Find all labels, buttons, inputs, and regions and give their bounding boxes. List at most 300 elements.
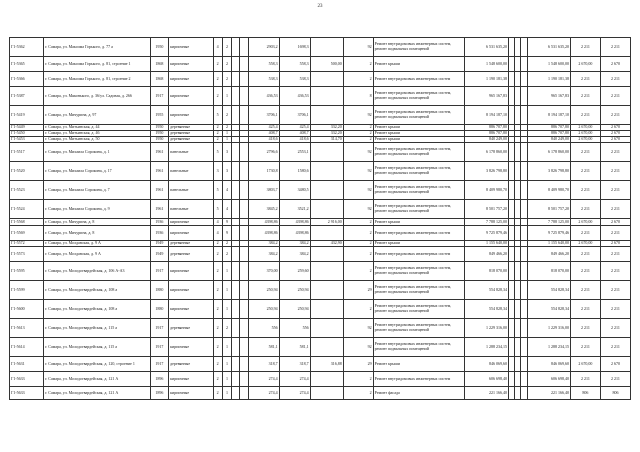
cell-living-area: 556 (279, 319, 310, 338)
cell-year-built: 1961 (150, 200, 169, 219)
cell-entrances: 1 (222, 131, 231, 137)
cell-total-area: 370,00 (248, 262, 279, 281)
cell-total-area: 250,94 (248, 281, 279, 300)
cell-address: г. Самара, ул. Молодогвардейская, д. 106 А-А3 (44, 262, 150, 281)
cell-work-type: Ремонт внутридомовых инженерных систем, ремонт подвальных помещений (373, 281, 464, 300)
cell-row-id: Г1-5573 (10, 247, 44, 262)
cell-total-area: 274,4 (248, 372, 279, 387)
cell-entrances: 3 (222, 143, 231, 162)
cell-unit-cost-limit: 2 211 (600, 247, 630, 262)
cell-year-built: 1949 (150, 241, 169, 247)
cell-unit-cost-limit: 2 211 (600, 372, 630, 387)
cell-cost: 554 828,34 (464, 281, 508, 300)
cell-roof-area: 432,90 (310, 241, 343, 247)
cell-floors: 5 (213, 200, 222, 219)
table-row (10, 247, 631, 262)
cell-living-area: 1698,3 (279, 38, 310, 57)
cell-year-built: 1961 (150, 162, 169, 181)
cell-work-type: Ремонт внутридомовых инженерных систем, ремонт подвальных помещений (373, 162, 464, 181)
cell-unit-cost: 2 211 (570, 262, 600, 281)
cell-entrances: 2 (222, 125, 231, 131)
cell-year-built: 1961 (150, 143, 169, 162)
cell-address: г. Самара, ул. Михаила Сорокина, д. 1 (44, 143, 150, 162)
register-table (9, 37, 631, 400)
cell-cost: 3 826 798,80 (464, 162, 508, 181)
cell-c6 (232, 262, 240, 281)
cell-total-area: 436,53 (248, 87, 279, 106)
cell-unit-cost-limit: 2 211 (600, 300, 630, 319)
cell-c7 (240, 372, 248, 387)
cell-cost-total: 1 288 234,15 (527, 338, 570, 357)
cell-unit-cost-limit: 2 211 (600, 72, 630, 87)
cell-row-id: Г1-5568 (10, 219, 44, 226)
cell-cost-total: 886 707,80 (527, 131, 570, 137)
cell-floors: 5 (213, 106, 222, 125)
cell-c7 (240, 181, 248, 200)
cell-cost-total: 7 788 125,00 (527, 219, 570, 226)
cell-roof-area (310, 38, 343, 57)
cell-cost: 8 501 757,20 (464, 200, 508, 219)
cell-cost: 8 409 980,70 (464, 181, 508, 200)
cell-address: г. Самара, ул. Молодогвардейская, д. 115 а (44, 338, 150, 357)
cell-c7 (240, 300, 248, 319)
cell-living-area: 384,2 (279, 241, 310, 247)
cell-unit-cost: 806 (570, 387, 600, 400)
cell-year-built: 1917 (150, 262, 169, 281)
table-row (10, 87, 631, 106)
cell-row-id: Г1-5366 (10, 72, 44, 87)
cell-cost: 849 466,20 (464, 247, 508, 262)
cell-floors: 2 (213, 387, 222, 400)
cell-unit-cost: 2 211 (570, 281, 600, 300)
cell-row-id: Г1-5633 (10, 387, 44, 400)
cell-unit-cost-limit: 2 211 (600, 262, 630, 281)
cell-total-area: 1730,8 (248, 162, 279, 181)
cell-work-type: Ремонт крыши (373, 57, 464, 72)
cell-work-type: Ремонт внутридомовых инженерных систем, ремонт подвальных помещений (373, 300, 464, 319)
cell-wall-material: деревянные (169, 131, 213, 137)
cell-row-id: Г1-5523 (10, 181, 44, 200)
cell-living-area: 558,3 (279, 57, 310, 72)
cell-unit-cost: 2 211 (570, 319, 600, 338)
cell-year-built: 1868 (150, 57, 169, 72)
cell-unit-cost-limit: 2 211 (600, 106, 630, 125)
cell-residents: 8 (343, 87, 373, 106)
cell-c7 (240, 226, 248, 241)
cell-residents: 2 (343, 125, 373, 131)
cell-cost-total: 1 548 600,00 (527, 57, 570, 72)
cell-total-area: 274,4 (248, 387, 279, 400)
cell-wall-material: панельные (169, 162, 213, 181)
cell-work-type: Ремонт внутридомовых инженерных систем, ремонт подвальных помещений (373, 87, 464, 106)
cell-residents: 2 (343, 72, 373, 87)
cell-roof-area: 332,20 (310, 131, 343, 137)
cell-floors: 5 (213, 143, 222, 162)
cell-year-built: 1950 (150, 137, 169, 143)
cell-wall-material: деревянные (169, 357, 213, 372)
cell-total-area: 3706,1 (248, 106, 279, 125)
cell-work-type: Ремонт внутридомовых инженерных систем (373, 247, 464, 262)
cell-cost-total: 846 069,60 (527, 357, 570, 372)
cell-living-area: 1580,6 (279, 162, 310, 181)
cell-c6 (232, 338, 240, 357)
cell-living-area: 2553,1 (279, 143, 310, 162)
cell-living-area: 3706,1 (279, 106, 310, 125)
cell-living-area: 4398,86 (279, 226, 310, 241)
cell-roof-area: 314,70 (310, 137, 343, 143)
table-row (10, 219, 631, 226)
cell-row-id: Г1-5362 (10, 38, 44, 57)
cell-c6 (232, 357, 240, 372)
cell-address: г. Самара, ул. Молодогвардейская, д. 121 А (44, 387, 150, 400)
cell-living-area: 3480,5 (279, 181, 310, 200)
cell-address: г. Самара, ул. Митьинская, д. 50 (44, 137, 150, 143)
cell-unit-cost: 2 670,00 (570, 357, 600, 372)
cell-address: г. Самара, ул. Максима Горького, д. 77 а (44, 38, 150, 57)
cell-wall-material: кирпичные (169, 38, 213, 57)
cell-unit-cost-limit: 2 670 (600, 57, 630, 72)
cell-row-id: Г1-5524 (10, 200, 44, 219)
cell-address: г. Самара, ул. Молдавская, д. 9 А (44, 241, 150, 247)
cell-floors: 2 (213, 338, 222, 357)
cell-floors: 2 (213, 281, 222, 300)
cell-work-type: Ремонт внутридомовых инженерных систем, ремонт подвальных помещений (373, 38, 464, 57)
cell-work-type: Ремонт крыши (373, 131, 464, 137)
cell-c7 (240, 357, 248, 372)
cell-cost: 846 069,60 (464, 357, 508, 372)
cell-living-area: 274,4 (279, 387, 310, 400)
cell-floors: 2 (213, 131, 222, 137)
cell-roof-area (310, 162, 343, 181)
table-row (10, 226, 631, 241)
cell-total-area: 581,1 (248, 338, 279, 357)
cell-c6 (232, 106, 240, 125)
cell-living-area: 318,7 (279, 357, 310, 372)
cell-unit-cost: 2 211 (570, 181, 600, 200)
cell-c7 (240, 57, 248, 72)
cell-unit-cost-limit: 2 211 (600, 162, 630, 181)
cell-floors: 3 (213, 162, 222, 181)
cell-cost-total: 849 466,20 (527, 247, 570, 262)
cell-wall-material: кирпичные (169, 87, 213, 106)
cell-unit-cost-limit: 2 670 (600, 357, 630, 372)
cell-c7 (240, 38, 248, 57)
cell-address: г. Самара, ул. Мичурина, д. 97 (44, 106, 150, 125)
cell-living-area: 436,53 (279, 87, 310, 106)
cell-residents: 2 (343, 226, 373, 241)
cell-year-built: 1961 (150, 181, 169, 200)
cell-unit-cost: 2 670,00 (570, 219, 600, 226)
cell-total-area: 3803,7 (248, 181, 279, 200)
table-row (10, 143, 631, 162)
cell-row-id: Г1-5614 (10, 338, 44, 357)
cell-c7 (240, 87, 248, 106)
cell-wall-material: кирпичные (169, 262, 213, 281)
cell-address: г. Самара, ул. Молодогвардейская, д. 108 а (44, 281, 150, 300)
cell-year-built: 1950 (150, 125, 169, 131)
cell-unit-cost-limit: 2 211 (600, 143, 630, 162)
cell-entrances: 3 (222, 162, 231, 181)
cell-year-built: 1949 (150, 247, 169, 262)
cell-work-type: Ремонт крыши (373, 219, 464, 226)
cell-unit-cost-limit: 2 211 (600, 200, 630, 219)
cell-cost: 886 707,80 (464, 131, 508, 137)
cell-row-id: Г1-5453 (10, 137, 44, 143)
cell-row-id: Г1-5449 (10, 125, 44, 131)
cell-c7 (240, 281, 248, 300)
cell-cost-total: 818 070,00 (527, 262, 570, 281)
cell-cost: 1 288 234,15 (464, 338, 508, 357)
cell-c6 (232, 72, 240, 87)
cell-living-area: 425,4 (279, 125, 310, 131)
cell-cost: 965 167,83 (464, 87, 508, 106)
cell-cost-total: 886 707,80 (527, 125, 570, 131)
cell-year-built: 1917 (150, 357, 169, 372)
table-row (10, 181, 631, 200)
cell-roof-area (310, 87, 343, 106)
cell-address: г. Самара, ул. Михаила Сорокина, д. 7 (44, 181, 150, 200)
table-row (10, 162, 631, 181)
cell-floors: 2 (213, 125, 222, 131)
cell-unit-cost-limit: 2 211 (600, 38, 630, 57)
cell-work-type: Ремонт внутридомовых инженерных систем (373, 226, 464, 241)
cell-cost: 6 178 860,00 (464, 143, 508, 162)
cell-residents: 92 (343, 181, 373, 200)
cell-c6 (232, 38, 240, 57)
cell-c7 (240, 200, 248, 219)
cell-unit-cost: 2 670,00 (570, 241, 600, 247)
cell-c7 (240, 219, 248, 226)
cell-wall-material: кирпичные (169, 219, 213, 226)
cell-entrances: 2 (222, 72, 231, 87)
cell-living-area: 274,4 (279, 372, 310, 387)
cell-cost: 7 788 125,00 (464, 219, 508, 226)
cell-entrances: 2 (222, 38, 231, 57)
table-row (10, 72, 631, 87)
cell-residents: 2 (343, 262, 373, 281)
cell-year-built: 1896 (150, 372, 169, 387)
cell-total-area: 250,94 (248, 300, 279, 319)
cell-living-area: 538,3 (279, 72, 310, 87)
cell-unit-cost-limit: 2 211 (600, 181, 630, 200)
cell-roof-area (310, 372, 343, 387)
table-row (10, 262, 631, 281)
cell-roof-area: 2 916,00 (310, 219, 343, 226)
cell-residents: 92 (343, 200, 373, 219)
cell-floors: 2 (213, 72, 222, 87)
cell-unit-cost-limit: 2 211 (600, 319, 630, 338)
cell-residents: 2 (343, 247, 373, 262)
cell-year-built: 1917 (150, 338, 169, 357)
cell-unit-cost: 2 211 (570, 72, 600, 87)
cell-work-type: Ремонт внутридомовых инженерных систем, ремонт подвальных помещений (373, 181, 464, 200)
cell-wall-material: кирпичные (169, 106, 213, 125)
cell-entrances: 2 (222, 241, 231, 247)
cell-cost: 606 698,40 (464, 372, 508, 387)
cell-residents: 92 (343, 338, 373, 357)
cell-unit-cost: 2 211 (570, 226, 600, 241)
cell-wall-material: панельные (169, 143, 213, 162)
cell-entrances: 1 (222, 281, 231, 300)
cell-work-type: Ремонт крыши (373, 137, 464, 143)
cell-wall-material: кирпичные (169, 300, 213, 319)
table-row (10, 38, 631, 57)
cell-address: г. Самара, ул. Митьинская, д. 46 (44, 131, 150, 137)
table-row (10, 387, 631, 400)
cell-c6 (232, 300, 240, 319)
cell-c6 (232, 162, 240, 181)
cell-unit-cost: 2 211 (570, 372, 600, 387)
cell-c6 (232, 181, 240, 200)
cell-c7 (240, 143, 248, 162)
cell-entrances: 9 (222, 226, 231, 241)
table-row (10, 57, 631, 72)
cell-living-area: 3521,2 (279, 200, 310, 219)
cell-row-id: Г1-5569 (10, 226, 44, 241)
cell-unit-cost-limit: 2 670 (600, 241, 630, 247)
cell-row-id: Г1-5600 (10, 300, 44, 319)
cell-roof-area: 500,00 (310, 57, 343, 72)
cell-residents: 2 (343, 241, 373, 247)
cell-roof-area (310, 338, 343, 357)
cell-roof-area (310, 143, 343, 162)
cell-work-type: Ремонт фасада (373, 387, 464, 400)
cell-residents: 2 (343, 300, 373, 319)
cell-roof-area (310, 262, 343, 281)
cell-entrances: 1 (222, 262, 231, 281)
cell-roof-area (310, 300, 343, 319)
cell-living-area: 418,6 (279, 137, 310, 143)
cell-year-built: 1950 (150, 131, 169, 137)
cell-unit-cost-limit: 2 211 (600, 226, 630, 241)
cell-cost-total: 221 166,40 (527, 387, 570, 400)
cell-year-built: 1950 (150, 38, 169, 57)
cell-cost: 8 194 187,10 (464, 106, 508, 125)
cell-cost-total: 9 725 879,46 (527, 226, 570, 241)
cell-residents: 2 (343, 372, 373, 387)
cell-address: г. Самара, ул. Молодогвардейская, д. 115 а (44, 319, 150, 338)
cell-address: г. Самара, ул. Максима Горького, д. 81, строение 2 (44, 72, 150, 87)
cell-cost-total: 554 828,34 (527, 300, 570, 319)
cell-unit-cost: 2 211 (570, 300, 600, 319)
cell-wall-material: панельные (169, 181, 213, 200)
cell-total-area: 2796,6 (248, 143, 279, 162)
cell-floors: 2 (213, 300, 222, 319)
cell-total-area: 556 (248, 319, 279, 338)
cell-entrances: 1 (222, 372, 231, 387)
cell-residents: 29 (343, 357, 373, 372)
cell-c7 (240, 262, 248, 281)
cell-cost-total: 554 828,34 (527, 281, 570, 300)
cell-floors: 2 (213, 57, 222, 72)
cell-entrances: 1 (222, 357, 231, 372)
cell-cost: 1 548 600,00 (464, 57, 508, 72)
cell-entrances: 1 (222, 338, 231, 357)
cell-unit-cost: 2 211 (570, 162, 600, 181)
cell-year-built: 1936 (150, 219, 169, 226)
cell-work-type: Ремонт внутридомовых инженерных систем, ремонт подвальных помещений (373, 338, 464, 357)
cell-cost-total: 1 190 181,38 (527, 72, 570, 87)
cell-c7 (240, 247, 248, 262)
cell-address: г. Самара, ул. Молодогвардейская, д. 121 А (44, 372, 150, 387)
cell-row-id: Г1-5520 (10, 162, 44, 181)
cell-total-area: 4398,86 (248, 219, 279, 226)
cell-wall-material: деревянные (169, 241, 213, 247)
cell-unit-cost: 2 211 (570, 143, 600, 162)
cell-cost-total: 6 531 635,20 (527, 38, 570, 57)
cell-total-area: 418,6 (248, 137, 279, 143)
cell-living-area: 259,60 (279, 262, 310, 281)
cell-total-area: 408,7 (248, 131, 279, 137)
cell-residents: 2 (343, 387, 373, 400)
cell-unit-cost: 2 211 (570, 38, 600, 57)
cell-living-area: 384,2 (279, 247, 310, 262)
cell-work-type: Ремонт внутридомовых инженерных систем (373, 372, 464, 387)
cell-c7 (240, 387, 248, 400)
cell-address: г. Самара, ул. Молодогвардейская, д. 108 а (44, 300, 150, 319)
cell-wall-material: кирпичные (169, 372, 213, 387)
cell-entrances: 1 (222, 137, 231, 143)
cell-row-id: Г1-5365 (10, 57, 44, 72)
cell-wall-material: деревянные (169, 247, 213, 262)
cell-residents: 29 (343, 281, 373, 300)
cell-cost: 6 531 635,20 (464, 38, 508, 57)
cell-roof-area (310, 247, 343, 262)
cell-address: г. Самара, ул. Михаила Сорокина, д. 17 (44, 162, 150, 181)
cell-work-type: Ремонт внутридомовых инженерных систем, ремонт подвальных помещений (373, 262, 464, 281)
cell-c7 (240, 106, 248, 125)
cell-c6 (232, 226, 240, 241)
cell-unit-cost-limit: 2 670 (600, 125, 630, 131)
cell-entrances: 2 (222, 247, 231, 262)
cell-unit-cost: 2 670,00 (570, 125, 600, 131)
cell-roof-area (310, 387, 343, 400)
cell-address: г. Самара, ул. Мяконького, д. 36/ул. Садовая, д. 266 (44, 87, 150, 106)
table-row (10, 372, 631, 387)
cell-row-id: Г1-5599 (10, 281, 44, 300)
cell-year-built: 1868 (150, 72, 169, 87)
cell-work-type: Ремонт внутридомовых инженерных систем, ремонт подвальных помещений (373, 143, 464, 162)
cell-roof-area: 316,88 (310, 357, 343, 372)
cell-entrances: 2 (222, 319, 231, 338)
cell-work-type: Ремонт крыши (373, 357, 464, 372)
cell-row-id: Г1-5633 (10, 372, 44, 387)
cell-c6 (232, 281, 240, 300)
cell-entrances: 4 (222, 181, 231, 200)
cell-floors: 2 (213, 241, 222, 247)
cell-c6 (232, 319, 240, 338)
cell-wall-material: кирпичные (169, 281, 213, 300)
cell-cost: 1 155 640,00 (464, 241, 508, 247)
cell-work-type: Ремонт крыши (373, 241, 464, 247)
cell-row-id: Г1-5387 (10, 87, 44, 106)
cell-address: г. Самара, ул. Михаила Сорокина, д. 9 (44, 200, 150, 219)
cell-year-built: 1955 (150, 106, 169, 125)
cell-work-type: Ремонт внутридомовых инженерных систем, ремонт подвальных помещений (373, 319, 464, 338)
cell-c6 (232, 387, 240, 400)
cell-work-type: Ремонт внутридомовых инженерных систем, ремонт подвальных помещений (373, 106, 464, 125)
cell-address: г. Самара, ул. Митьинская, д. 44 (44, 125, 150, 131)
cell-floors: 2 (213, 319, 222, 338)
cell-residents: 2 (343, 131, 373, 137)
cell-wall-material: деревянные (169, 137, 213, 143)
cell-roof-area (310, 200, 343, 219)
cell-floors: 4 (213, 38, 222, 57)
cell-entrances: 1 (222, 87, 231, 106)
cell-roof-area (310, 281, 343, 300)
cell-unit-cost-limit: 2 670 (600, 219, 630, 226)
cell-row-id: Г1-5517 (10, 143, 44, 162)
